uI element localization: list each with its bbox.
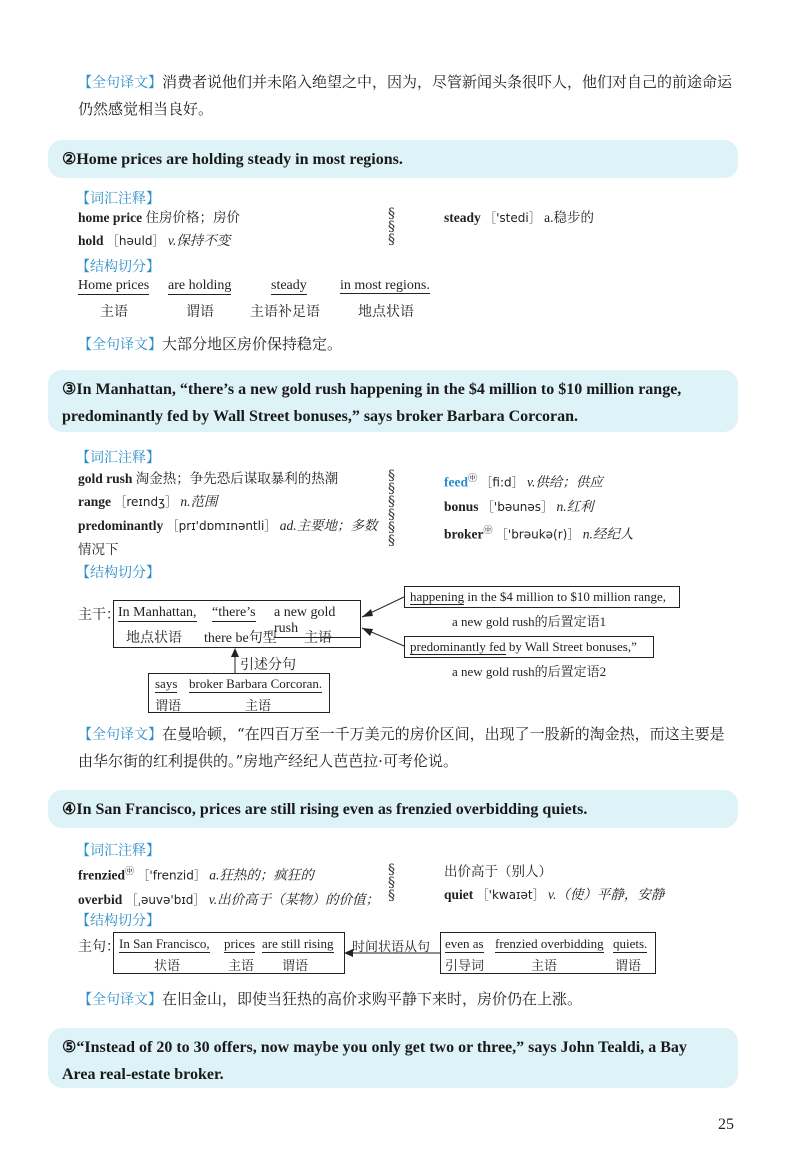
page-number: 25 xyxy=(718,1116,734,1133)
sentence-3-line1: ③In Manhattan, “there’s a new gold rush happening in the $4 million to $10 million range, xyxy=(62,381,682,398)
s3-main-label: 主干： xyxy=(78,608,120,623)
s3-modifier-2: predominantly fed by Wall Street bonuses,” xyxy=(404,636,654,658)
s4-clause-label: 时间状语从句 xyxy=(352,939,431,954)
vocab-divider: § § § xyxy=(388,206,395,248)
sentence-4-text: ④In San Francisco, prices are still rising even as frenzied overbidding quiets. xyxy=(62,801,588,818)
s2-translation: 【全句译文】大部分地区房价保持稳定。 xyxy=(78,335,343,353)
s2-vocab-left: home price 住房价格；房价 hold ［həuld］ v.保持不变 xyxy=(78,210,240,248)
s2-structure-header: 【结构切分】 xyxy=(76,259,160,275)
sentence-3-line2: predominantly fed by Wall Street bonuses,” says broker Barbara Corcoran. xyxy=(62,408,579,425)
s4-main-label: 主句： xyxy=(78,940,120,955)
s3-vocab-left: gold rush 淘金热；争先恐后谋取暴利的热潮 range ［reɪndʒ］ n.范围 predominantly ［prɪ'dɒmɪnəntli］ ad.主要地；多数 情况下 xyxy=(78,471,378,557)
s3-modifier-2-note: a new gold rush的后置定语2 xyxy=(452,664,607,679)
s3-modifier-1: happening in the $4 million to $10 million range, xyxy=(404,586,680,608)
sentence-5-band xyxy=(48,1028,738,1088)
s3-structure-header: 【结构切分】 xyxy=(76,565,160,581)
s2-part-subject: Home prices xyxy=(78,278,150,293)
s2-part-predicate: are holding xyxy=(168,278,232,293)
s4-vocab-right: 出价高于（别人） quiet ［'kwaɪət］ v.（使）平静，安静 xyxy=(444,864,665,902)
s4-vocab-left: frenzied㊥ ［'frenzid］ a.狂热的；疯狂的 overbid ［ˌəuvə'bɪd］ v.出价高于（某物）的价值； xyxy=(78,866,380,907)
s3-quote-label: 引述分句 xyxy=(240,658,296,673)
s4-translation: 【全句译文】在旧金山，即使当狂热的高价求购平静下来时，房价仍在上涨。 xyxy=(78,990,583,1008)
translation-tag: 【全句译文】 xyxy=(78,75,162,91)
s4-main-box: In San Francisco, 状语 prices 主语 are still rising 谓语 xyxy=(113,932,345,974)
s4-clause-box: even as 引导词 frenzied overbidding 主语 quiets. 谓语 xyxy=(440,932,656,974)
s3-modifier-1-note: a new gold rush的后置定语1 xyxy=(452,614,607,629)
s2-structure: Home prices 主语 are holding 谓语 steady 主语补足语 in most regions. 地点状语 xyxy=(78,278,430,320)
sentence-2-text: ②Home prices are holding steady in most regions. xyxy=(62,151,403,168)
s2-vocab-header: 【词汇注释】 xyxy=(76,191,160,207)
intro-line1: 消费者说他们并未陷入绝望之中，因为，尽管新闻头条很吓人，他们对自己的前途命运 xyxy=(162,73,733,91)
s2-vocab-right: steady ［'stedi］ a.稳步的 xyxy=(444,210,594,225)
s3-vocab-header: 【词汇注释】 xyxy=(76,450,160,466)
s3-main-box: In Manhattan, 地点状语 “there’s there be句型 a new gold rush 主语 xyxy=(113,600,361,648)
vocab-divider: § § § xyxy=(388,862,395,904)
s3-vocab-right: feed㊥ ［fi:d］ v.供给；供应 bonus ［'bəunəs］ n.红利 broker㊥ ［'brəukə(r)］ n.经纪人 xyxy=(444,473,634,541)
s3-translation: 【全句译文】在曼哈顿，“在四百万至一千万美元的房价区间，出现了一股新的淘金热，而这主要是 由华尔街的红利提供的。”房地产经纪人芭芭拉·可考伦说。 xyxy=(78,725,725,770)
intro-line2: 仍然感觉相当良好。 xyxy=(78,100,214,118)
vocab-divider: § § § § § § xyxy=(388,468,395,549)
sentence-4-band xyxy=(48,790,738,828)
s3-quote-box: says 谓语 broker Barbara Corcoran. 主语 xyxy=(148,673,330,713)
s2-part-adverbial: in most regions. xyxy=(340,278,430,293)
sentence-5-line1: ⑤“Instead of 20 to 30 offers, now maybe you only get two or three,” says John Tealdi, a Bay xyxy=(62,1039,687,1056)
s4-vocab-header: 【词汇注释】 xyxy=(76,843,160,859)
s4-structure-header: 【结构切分】 xyxy=(76,913,160,929)
sentence-5-line2: Area real-estate broker. xyxy=(62,1066,224,1083)
s2-part-complement: steady xyxy=(271,278,307,293)
